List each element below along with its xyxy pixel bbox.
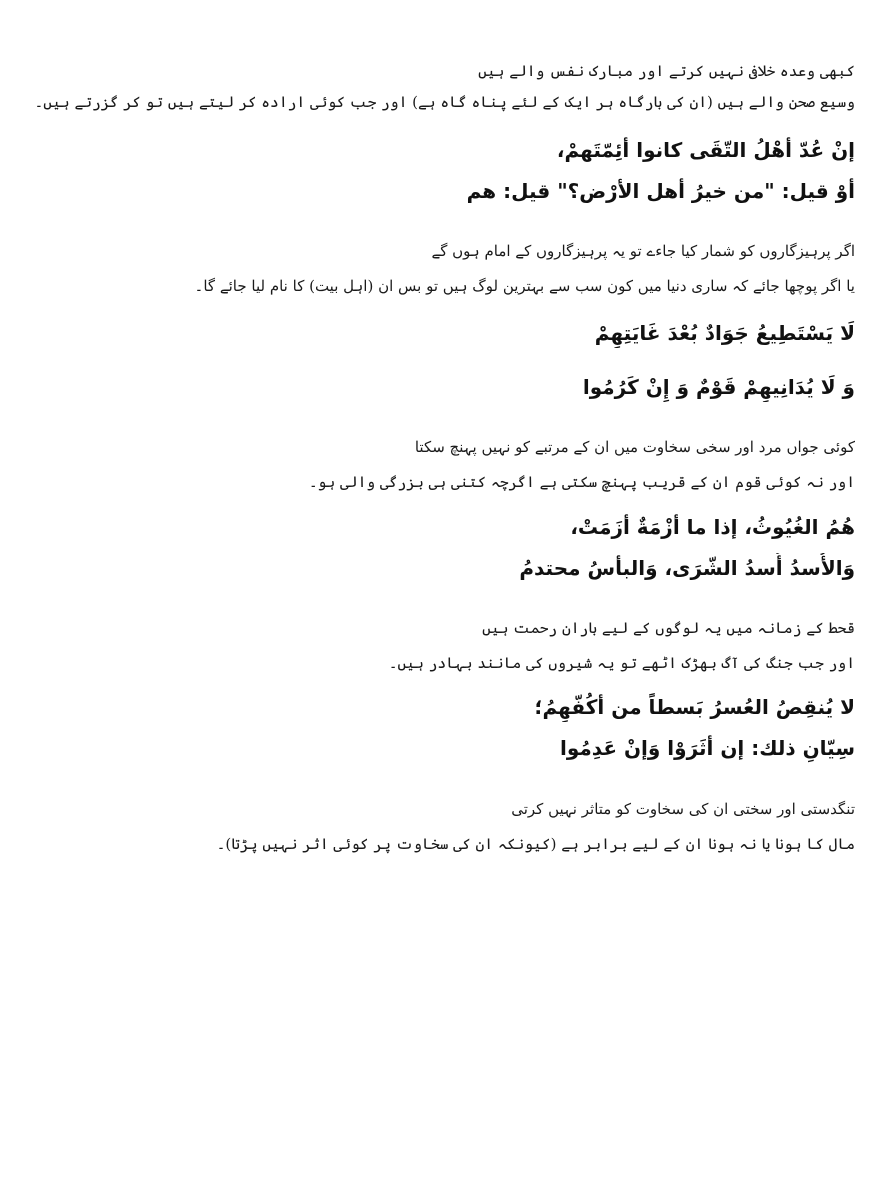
- translation-line: اور جب جنگ کی آگ بھڑک اٹھے تو یہ شیروں کی مانند بہادر ہیں۔: [388, 654, 855, 672]
- verse-line: هُمُ الغُيُوثُ، إذا ما أزْمَةٌ أزَمَتْ،: [570, 515, 855, 539]
- verse-line: إنْ عُدّ أهْلُ التّقَى كانوا أئِمّتَهمْ،: [556, 138, 855, 162]
- translation-line: قحط کے زمانہ میں یہ لوگوں کے لیے باران رحمت ہیں: [482, 619, 855, 637]
- verse-line: لَا يَسْتَطِيعُ جَوَادٌ بُعْدَ غَايَتِهِمْ: [594, 321, 855, 345]
- translation-line: یا اگر پوچھا جائے کہ ساری دنیا میں کون سب سے بہترین لوگ ہیں تو بس ان (اہل بیت) کا نام لیا جائے گا۔: [194, 277, 855, 295]
- translation-line: وسیع صحن والے ہیں (ان کی بارگاہ ہر ایک کے لئے پناہ گاہ ہے) اور جب کوئی ارادہ کر لیتے ہیں تو کر گزرتے ہیں۔: [34, 93, 855, 111]
- translation-line: اور نہ کوئی قوم ان کے قریب پہنچ سکتی ہے اگرچہ کتنی ہی بزرگی والی ہو۔: [308, 473, 855, 491]
- translation-line: مال کا ہونا یا نہ ہونا ان کے لیے برابر ہے (کیونکہ ان کی سخاوت پر کوئی اثر نہیں پڑتا)۔: [216, 835, 855, 853]
- verse-line: سِيّانِ ذلك: إن أثَرَوْا وَإنْ عَدِمُوا: [560, 736, 855, 760]
- verse-line: لا يُنقِصُ العُسرُ بَسطاً من أكُفّهِمُ؛: [534, 695, 855, 719]
- verse-line: وَ لَا يُدَانِيهِمْ قَوْمٌ وَ إِنْ كَرُمُوا: [582, 375, 855, 399]
- verse-line: وَالأُسدُ أُسدُ الشّرَى، وَالبأسُ محتدمُ: [519, 556, 855, 580]
- translation-line: کوئی جواں مرد اور سخی سخاوت میں ان کے مرتبے کو نہیں پہنچ سکتا: [414, 438, 855, 456]
- translation-line: اگر پرہیزگاروں کو شمار کیا جاءے تو یہ پرہیزگاروں کے امام ہوں گے: [431, 242, 855, 260]
- translation-line: تنگدستی اور سختی ان کی سخاوت کو متاثر نہیں کرتی: [511, 800, 855, 818]
- verse-line: أوْ قيل: "من خيرُ أهل الأرْض؟" قيل: هم: [466, 179, 855, 203]
- translation-line: کبھی وعدہ خلافی نہیں کرتے اور مبارک نفس والے ہیں: [478, 62, 855, 80]
